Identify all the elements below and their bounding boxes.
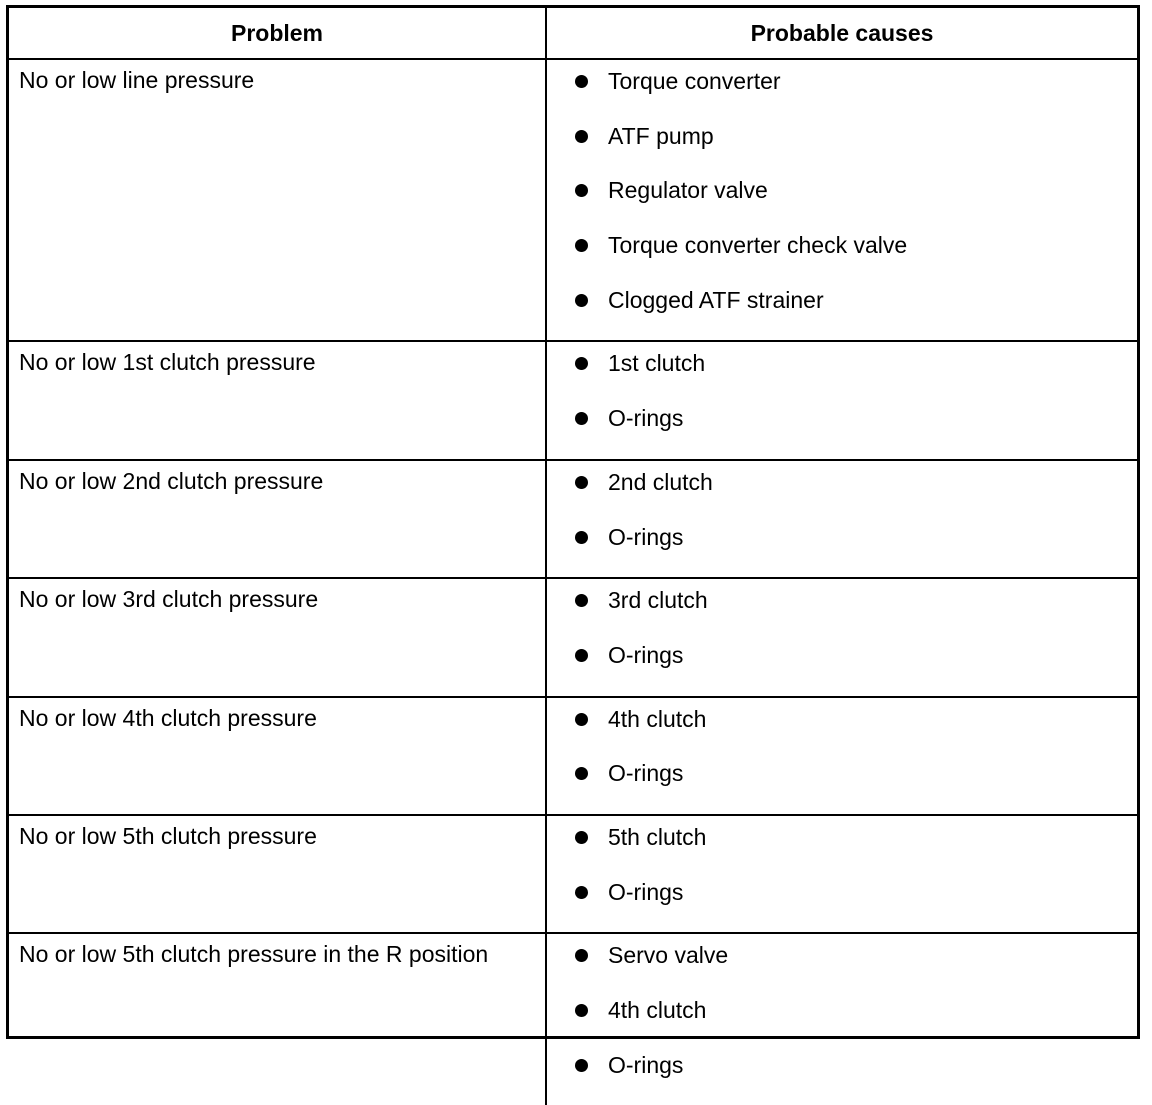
table-row [9,59,1137,341]
cause-item [575,176,1137,231]
table-row [9,933,1137,1105]
cause-text: O-rings [608,878,684,905]
bullet-icon [575,412,588,425]
bullet-icon [575,184,588,197]
bullet-icon [575,1004,588,1017]
cause-item [575,523,1137,578]
troubleshooting-table [9,8,1137,1105]
cause-text: ATF pump [608,122,714,149]
cause-item [575,404,1137,459]
problem-cell: No or low 5th clutch pressure in the R position [9,933,546,1105]
bullet-icon [575,357,588,370]
cause-text: Clogged ATF strainer [608,286,824,313]
cause-item [575,759,1137,814]
cause-item [575,823,1137,878]
cause-item [575,349,1137,404]
header-problem: Problem [9,8,546,59]
causes-cell [546,697,1137,815]
problem-cell: No or low 1st clutch pressure [9,341,546,459]
cause-text: 4th clutch [608,705,707,732]
bullet-icon [575,239,588,252]
table-row [9,578,1137,696]
cause-text: 3rd clutch [608,587,708,614]
cause-text: O-rings [608,523,684,550]
table-row [9,697,1137,815]
table-header-row [9,8,1137,59]
causes-list [575,349,1137,458]
cause-text: 4th clutch [608,997,707,1023]
problem-cell: No or low line pressure [9,59,546,341]
cause-item [575,468,1137,523]
bullet-icon [575,767,588,780]
causes-cell [546,341,1137,459]
cause-item [575,586,1137,641]
cause-item [575,1051,1137,1105]
bullet-icon [575,949,588,962]
troubleshooting-table-frame [6,5,1140,1078]
problem-cell: No or low 3rd clutch pressure [9,578,546,696]
table-row [9,815,1137,933]
cause-text: O-rings [608,405,684,432]
causes-list [575,823,1137,932]
causes-cell [546,578,1137,696]
cause-item [575,641,1137,696]
table-row [9,341,1137,459]
cause-text: O-rings [608,641,684,668]
cause-text: Torque converter [608,68,781,94]
problem-cell: No or low 2nd clutch pressure [9,460,546,578]
table-row [9,460,1137,578]
bullet-icon [575,476,588,489]
bullet-icon [575,713,588,726]
bullet-icon [575,594,588,607]
cause-text: Torque converter check valve [608,232,908,259]
cause-item [575,231,1137,286]
cause-item [575,705,1137,760]
cause-text: 1st clutch [608,350,706,377]
cause-item [575,878,1137,933]
cause-text: Servo valve [608,942,729,969]
bullet-icon [575,1059,588,1072]
bullet-icon [575,649,588,662]
cause-text: 2nd clutch [608,468,713,495]
header-probable-causes: Probable causes [546,8,1137,59]
causes-cell [546,815,1137,933]
causes-list [575,586,1137,695]
cause-text: Regulator valve [608,177,768,204]
cause-item [575,941,1137,996]
cause-item [575,996,1137,1051]
bullet-icon [575,75,588,88]
causes-list [575,941,1137,1105]
bullet-icon [575,531,588,544]
causes-list [575,67,1137,340]
bullet-icon [575,886,588,899]
cause-item [575,286,1137,341]
problem-cell: No or low 4th clutch pressure [9,697,546,815]
cause-item [575,122,1137,177]
causes-list [575,468,1137,577]
causes-cell [546,59,1137,341]
cause-text: O-rings [608,1051,684,1078]
bullet-icon [575,130,588,143]
bullet-icon [575,831,588,844]
cause-text: O-rings [608,760,684,787]
causes-list [575,705,1137,814]
causes-cell [546,460,1137,578]
problem-cell: No or low 5th clutch pressure [9,815,546,933]
cause-item [575,67,1137,122]
bullet-icon [575,294,588,307]
causes-cell [546,933,1137,1105]
cause-text: 5th clutch [608,823,707,850]
